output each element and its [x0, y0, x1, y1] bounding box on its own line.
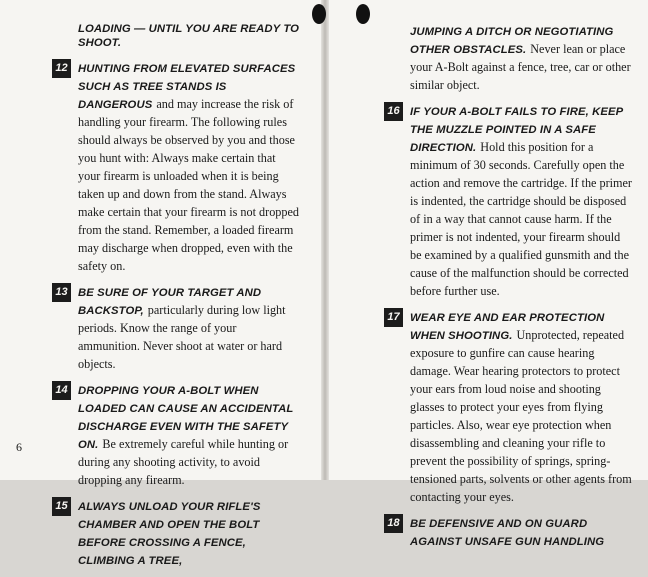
rule-body: Unprotected, repeated exposure to gunfire can cause hearing damage. Wear hearing protectors to protect your ears from loud noise and shooting glasses to protect your eyes from flying particles. Also, wear eye protection when disassembling and cleaning your rifle to prevent the possibility of springs, spring-tensioned parts, solvents or other agents from contacting your eyes. [410, 328, 632, 504]
rule-heading: WEAR EYE AND EAR PROTECTION WHEN SHOOTING. [410, 312, 605, 342]
rule-heading: BE SURE OF YOUR TARGET AND BACKSTOP, [78, 286, 262, 317]
rule-heading: ALWAYS UNLOAD YOUR RIFLE'S CHAMBER AND OPEN THE BOLT BEFORE CROSSING A FENCE, CLIMBING A TREE, [78, 500, 261, 567]
continued-heading: LOADING — UNTIL YOU ARE READY TO SHOOT. [78, 23, 300, 50]
rule-body: Be extremely careful while hunting or during any shooting activity, to avoid dropping any firearm. [78, 436, 289, 487]
rule-16 [387, 102, 632, 300]
rule-number-badge: 12 [52, 59, 71, 78]
rule-heading: DROPPING YOUR A-BOLT WHEN LOADED CAN CAUSE AN ACCIDENTAL DISCHARGE EVEN WITH THE SAFETY ON. [78, 384, 294, 451]
binding-hole-right [356, 4, 370, 24]
rule-14 [55, 381, 300, 489]
rule-18 [387, 514, 632, 550]
continued-body: Never lean or place your A-Bolt against a fence, tree, car or other similar object. [410, 42, 631, 92]
rule-body: Hold this position for a minimum of 30 seconds. Carefully open the action and remove the cartridge. If the primer is indented, the cartridge should be disposed of in a way that cannot cause harm. If the primer is not indented, your firearm should be examined by a qualified gunsmith and the cause of the malfunction should be corrected before further use. [410, 140, 632, 298]
rule-body: and may increase the risk of handling your firearm. The following rules should always be observed by you and those you hunt with: Always make certain that your firearm is unloaded when it is being taken up and down from the stand. Always make certain that your firearm is not dropped from the stand. Remember, a loaded firearm may discharge when dropped, even with the safety on. [78, 96, 299, 273]
rule-heading: IF YOUR A-BOLT FAILS TO FIRE, KEEP THE MUZZLE POINTED IN A SAFE DIRECTION. [410, 106, 623, 154]
rule-body: particularly during low light periods. Know the range of your ammunition. Never shoot at water or hard objects. [78, 302, 286, 371]
rule-number-badge: 16 [384, 102, 403, 121]
rule-17 [387, 308, 632, 506]
rule-number-badge: 17 [384, 308, 403, 327]
rule-number-badge: 14 [52, 381, 71, 400]
left-column [55, 22, 300, 577]
rule-12 [55, 59, 300, 275]
binding-gutter [321, 0, 329, 480]
continued-entry [78, 22, 300, 51]
rule-15 [55, 497, 300, 569]
right-column [387, 22, 632, 558]
page-number: 6 [16, 440, 22, 454]
binding-hole-left [312, 4, 326, 24]
rule-number-badge: 15 [52, 497, 71, 516]
continued-entry [410, 22, 632, 94]
rule-heading: HUNTING FROM ELEVATED SURFACES SUCH AS TREE STANDS IS DANGEROUS [78, 62, 296, 111]
rule-number-badge: 18 [384, 514, 403, 533]
rule-heading: BE DEFENSIVE AND ON GUARD AGAINST UNSAFE GUN HANDLING [410, 518, 605, 548]
rule-13 [55, 283, 300, 373]
continued-heading: JUMPING A DITCH OR NEGOTIATING OTHER OBSTACLES. [410, 26, 614, 56]
rule-number-badge: 13 [52, 283, 71, 302]
